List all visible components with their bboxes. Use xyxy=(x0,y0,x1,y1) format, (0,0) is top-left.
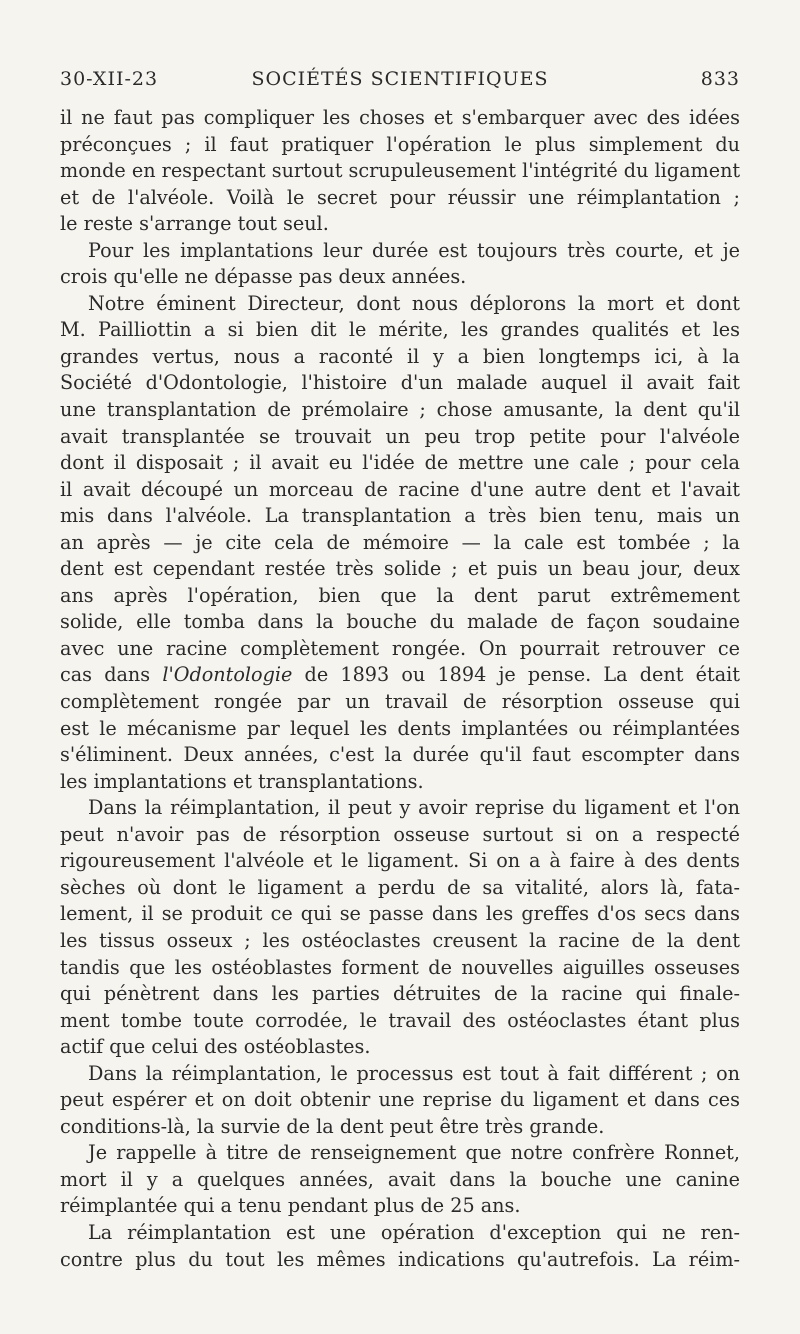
text-line: grandes vertus, nous a raconté il y a bien longtemps ici, à la xyxy=(60,344,740,368)
text-line: tandis que les ostéoblastes forment de nouvelles aiguilles osseuses xyxy=(60,955,740,979)
body-text xyxy=(60,105,740,1273)
text-line: crois qu'elle ne dépasse pas deux années. xyxy=(60,265,467,289)
text-line: sèches où dont le ligament a perdu de sa vitalité, alors là, fata- xyxy=(60,875,740,899)
text-line: mis dans l'alvéole. La transplantation a très bien tenu, mais un xyxy=(60,504,740,528)
text-line: complètement rongée par un travail de résorption osseuse qui xyxy=(60,690,740,714)
text-line: an après — je cite cela de mémoire — la cale est tombée ; la xyxy=(60,530,740,554)
text-line: Dans la réimplantation, le processus est tout à fait différent ; on xyxy=(88,1061,740,1085)
text-line: actif que celui des ostéoblastes. xyxy=(60,1035,371,1059)
text-line-with-citation xyxy=(60,662,740,689)
text-line: les tissus osseux ; les ostéoclastes creusent la racine de la dent xyxy=(60,928,740,952)
text-line: s'éliminent. Deux années, c'est la durée qu'il faut escompter dans xyxy=(60,743,740,767)
text-line: le reste s'arrange tout seul. xyxy=(60,212,329,236)
text-line: il avait découpé un morceau de racine d'une autre dent et l'avait xyxy=(60,477,740,501)
header-title: SOCIÉTÉS SCIENTIFIQUES xyxy=(251,68,549,90)
text-line: contre plus du tout les mêmes indications qu'autrefois. La réim- xyxy=(60,1247,740,1271)
text-line: Dans la réimplantation, il peut y avoir reprise du ligament et l'on xyxy=(88,796,740,820)
text-line: peut espérer et on doit obtenir une reprise du ligament et dans ces xyxy=(60,1088,740,1112)
text-line: avec une racine complètement rongée. On pourrait retrouver ce xyxy=(60,636,740,660)
text-line: réimplantée qui a tenu pendant plus de 25 ans. xyxy=(60,1194,521,1218)
text-line: une transplantation de prémolaire ; chose amusante, la dent qu'il xyxy=(60,398,740,422)
text-line: avait transplantée se trouvait un peu trop petite pour l'alvéole xyxy=(60,424,740,448)
text-line: La réimplantation est une opération d'exception qui ne ren- xyxy=(88,1220,740,1244)
text-line: est le mécanisme par lequel les dents implantées ou réimplantées xyxy=(60,716,740,740)
text-line: M. Pailliottin a si bien dit le mérite, les grandes qualités et les xyxy=(60,318,740,342)
text-line: Pour les implantations leur durée est toujours très courte, et je xyxy=(88,238,740,262)
text-line: et de l'alvéole. Voilà le secret pour réussir une réimplantation ; xyxy=(60,185,740,209)
header-date: 30-XII-23 xyxy=(60,68,159,90)
text-line: il ne faut pas compliquer les choses et s'embarquer avec des idées xyxy=(60,106,740,129)
text-line: qui pénètrent dans les parties détruites de la racine qui finale- xyxy=(60,982,740,1006)
text-line: préconçues ; il faut pratiquer l'opération le plus simplement du xyxy=(60,132,740,156)
text-line: Je rappelle à titre de renseignement que notre confrère Ronnet, xyxy=(88,1141,740,1165)
text-line: rigoureusement l'alvéole et le ligament. Si on a à faire à des dents xyxy=(60,849,740,873)
text-fragment: de 1893 ou 1894 je pense. La dent était xyxy=(292,663,740,687)
text-line: Société d'Odontologie, l'histoire d'un malade auquel il avait fait xyxy=(60,371,740,395)
text-line: conditions-là, la survie de la dent peut être très grande. xyxy=(60,1114,605,1138)
text-line: ans après l'opération, bien que la dent parut extrêmement xyxy=(60,583,740,607)
text-fragment: cas dans xyxy=(60,663,163,687)
text-line: mort il y a quelques années, avait dans la bouche une canine xyxy=(60,1167,740,1191)
text-line: lement, il se produit ce qui se passe dans les greffes d'os secs dans xyxy=(60,902,740,926)
page-number: 833 xyxy=(700,68,740,90)
text-line: monde en respectant surtout scrupuleusement l'intégrité du ligament xyxy=(60,159,741,183)
journal-title: l'Odontologie xyxy=(162,663,293,687)
running-header xyxy=(60,68,740,94)
text-line: Notre éminent Directeur, dont nous déplorons la mort et dont xyxy=(88,291,740,315)
text-line: ment tombe toute corrodée, le travail des ostéoclastes étant plus xyxy=(60,1008,740,1032)
text-line: peut n'avoir pas de résorption osseuse surtout si on a respecté xyxy=(60,822,740,846)
text-line: dent est cependant restée très solide ; et puis un beau jour, deux xyxy=(60,557,740,581)
text-line: dont il disposait ; il avait eu l'idée de mettre une cale ; pour cela xyxy=(60,451,740,475)
text-line: solide, elle tomba dans la bouche du malade de façon soudaine xyxy=(60,610,740,634)
text-line: les implantations et transplantations. xyxy=(60,769,424,793)
